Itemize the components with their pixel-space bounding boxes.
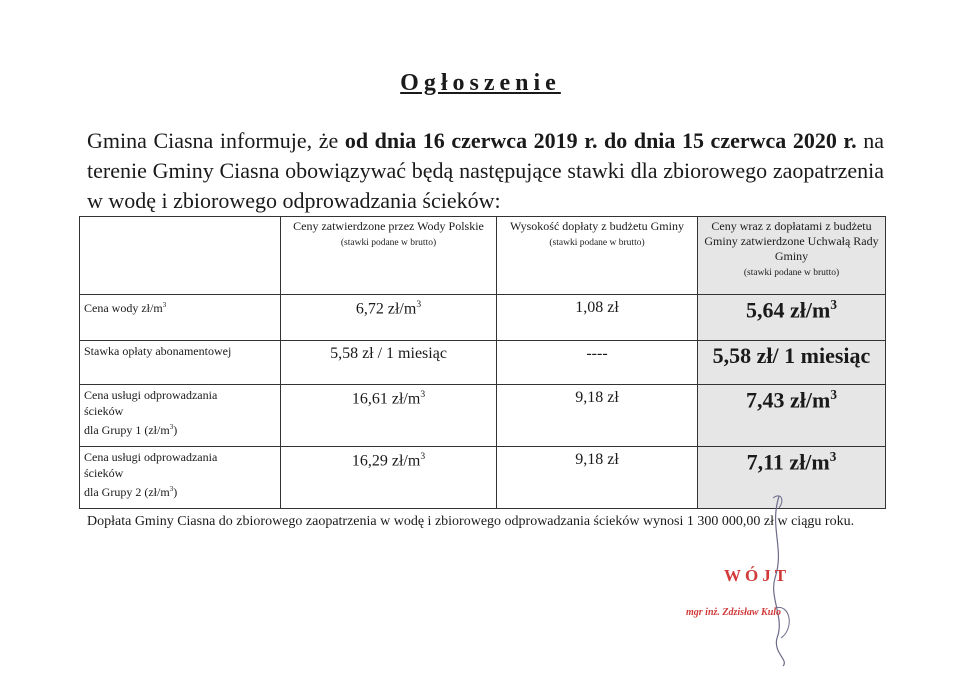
cell-approved: 16,61 $zł/m^3$ [281,385,497,447]
header-subsidy: Wysokość dopłaty z budżetu Gminy (stawki podane w brutto) [497,217,698,295]
table-row [80,385,886,447]
rates-table [79,216,886,509]
row-label-sewage-group-2: Cena usługi odprowadzania ścieków dla Grupy 2 $(zł/m^3)$ [80,447,281,509]
cell-final: 5,58 zł/ 1 miesiąc [698,341,886,385]
intro-text-part-2: na terenie Gminy Ciasna obowiązywać będą następujące stawki dla zbiorowego zaopatrzenia w wodę i zbiorowego odprowadzania ścieków: [87,128,884,213]
header-empty-cell [80,217,281,295]
announcement-text [87,126,884,216]
intro-date-range: od dnia 16 czerwca 2019 r. do dnia 15 czerwca 2020 r. [344,128,857,153]
table-row [80,341,886,385]
cell-approved: 5,58 zł / 1 miesiąc [281,341,497,385]
table-row [80,295,886,341]
cell-final: 7,43 $zł/m^3$ [698,385,886,447]
table-header-row [80,217,886,295]
row-label-sewage-group-1: Cena usługi odprowadzania ścieków dla Grupy 1 $(zł/m^3)$ [80,385,281,447]
row-label-subscription: Stawka opłaty abonamentowej [80,341,281,385]
cell-subsidy: 9,18 zł [497,447,698,509]
page-title: Ogłoszenie [400,70,561,96]
stamp-title: WÓJT [724,566,791,585]
cell-final: 7,11 $zł/m^3$ [698,447,886,509]
header-approved-prices: Ceny zatwierdzone przez Wody Polskie (stawki podane w brutto) [281,217,497,295]
cell-subsidy: 1,08 zł [497,295,698,341]
subsidy-total-note: Dopłata Gminy Ciasna do zbiorowego zaopatrzenia w wodę i zbiorowego odprowadzania ścieków wynosi 1 300 000,00 zł w ciągu roku. [87,514,855,529]
intro-text-part-1: Gmina Ciasna informuje, że [87,128,345,153]
row-label-water: Cena wody $zł/m^3$ [80,295,281,341]
cell-subsidy: 9,18 zł [497,385,698,447]
cell-subsidy: ---- [497,341,698,385]
header-final-prices: Ceny wraz z dopłatami z budżetu Gminy zatwierdzone Uchwałą Rady Gminy (stawki podane w brutto) [698,217,886,295]
cell-final: 5,64 $zł/m^3$ [698,295,886,341]
cell-approved: 6,72 $zł/m^3$ [281,295,497,341]
stamp-name: mgr inż. Zdzisław Kulo [686,607,782,618]
cell-approved: 16,29 $zł/m^3$ [281,447,497,509]
